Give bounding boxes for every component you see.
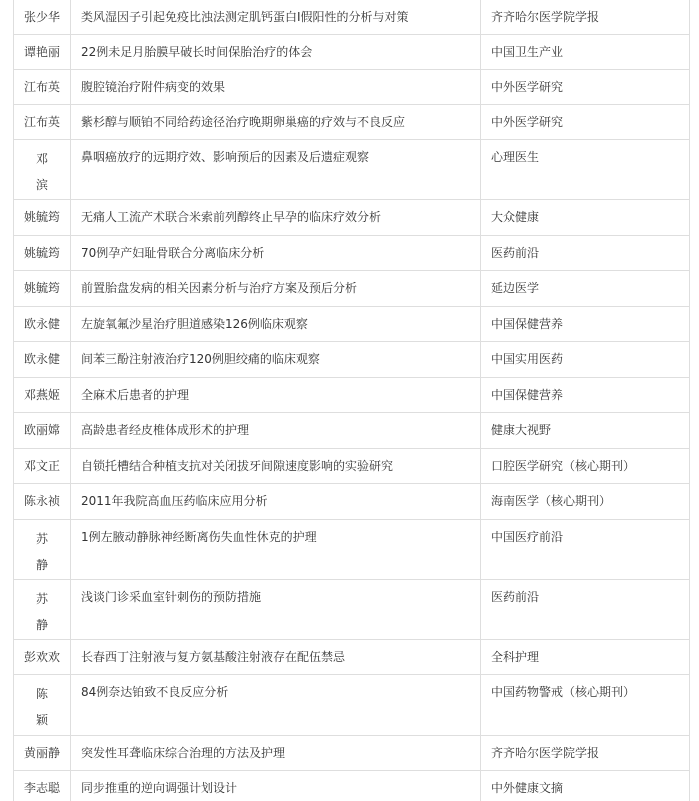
- table-row: [14, 307, 690, 342]
- table-row: [14, 520, 690, 580]
- paper-title: 2011年我院高血压药临床应用分析: [81, 494, 268, 508]
- paper-title: 同步推重的逆向调强计划设计: [81, 781, 238, 795]
- author-name: 欧丽嫦: [23, 423, 60, 437]
- paper-title: 1例左腋动静脉神经断离伤失血性休克的护理: [81, 530, 317, 544]
- journal-name: 延边医学: [491, 281, 540, 295]
- table-row: [14, 0, 690, 35]
- paper-title: 浅谈门诊采血室针刺伤的预防措施: [81, 590, 262, 604]
- journal-name: 全科护理: [491, 650, 540, 664]
- author-name: [14, 140, 70, 198]
- author-name-char: 滨: [35, 178, 48, 192]
- author-name: 邓燕姬: [23, 388, 60, 402]
- paper-title: 间苯三酚注射液治疗120例胆绞痛的临床观察: [81, 352, 320, 366]
- table-row: [14, 236, 690, 271]
- table-row: [14, 140, 690, 200]
- paper-title: 紫杉醇与顺铂不同给药途径治疗晚期卵巢癌的疗效与不良反应: [81, 115, 406, 129]
- author-name-char: 静: [35, 558, 48, 572]
- journal-name: 中国保健营养: [491, 388, 564, 402]
- table-row: [14, 736, 690, 771]
- table-row: [14, 640, 690, 675]
- journal-name: 医药前沿: [491, 590, 540, 604]
- paper-title: 全麻术后患者的护理: [81, 388, 190, 402]
- author-name: 欧永健: [23, 352, 60, 366]
- publication-table: [13, 0, 690, 801]
- journal-name: 中国保健营养: [491, 317, 564, 331]
- table-row: [14, 484, 690, 520]
- table-row: [14, 413, 690, 449]
- author-name: 邓文正: [23, 459, 60, 473]
- journal-name: 健康大视野: [491, 423, 552, 437]
- journal-name: 中国卫生产业: [491, 45, 564, 59]
- paper-title: 突发性耳聋临床综合治理的方法及护理: [81, 746, 286, 760]
- author-name: [14, 520, 70, 578]
- table-row: [14, 35, 690, 70]
- author-name: 李志聪: [23, 781, 60, 795]
- paper-title: 22例未足月胎膜早破长时间保胎治疗的体会: [81, 45, 313, 59]
- paper-title: 鼻咽癌放疗的远期疗效、影响预后的因素及后遗症观察: [81, 150, 370, 164]
- author-name-char: 邓: [35, 152, 48, 166]
- table-row: [14, 675, 690, 736]
- journal-name: 中外健康文摘: [491, 781, 564, 795]
- author-name-char: 静: [35, 618, 48, 632]
- journal-name: 医药前沿: [491, 246, 540, 260]
- table-row: [14, 105, 690, 140]
- journal-name: 心理医生: [491, 150, 540, 164]
- paper-title: 前置胎盘发病的相关因素分析与治疗方案及预后分析: [81, 281, 358, 295]
- author-name: [14, 675, 70, 733]
- author-name-char: 苏: [35, 532, 48, 546]
- journal-name: 齐齐哈尔医学院学报: [491, 746, 600, 760]
- author-name-char: 苏: [35, 592, 48, 606]
- journal-name: 中国医疗前沿: [491, 530, 564, 544]
- paper-title: 腹腔镜治疗附件病变的效果: [81, 80, 226, 94]
- author-name-char: 陈: [35, 687, 48, 701]
- author-name: 江布英: [23, 115, 60, 129]
- table-row: [14, 200, 690, 236]
- table-row: [14, 378, 690, 413]
- paper-title: 84例奈达铂致不良反应分析: [81, 685, 229, 699]
- author-name: 谭艳丽: [23, 45, 60, 59]
- paper-title: 自锁托槽结合种植支抗对关闭拔牙间隙速度影响的实验研究: [81, 459, 394, 473]
- author-name: 姚毓筠: [23, 246, 60, 260]
- journal-name: 大众健康: [491, 210, 540, 224]
- paper-title: 无痛人工流产术联合米索前列醇终止早孕的临床疗效分析: [81, 210, 382, 224]
- table-row: [14, 771, 690, 801]
- paper-title: 类风湿因子引起免疫比浊法测定肌钙蛋白Ⅰ假阳性的分析与对策: [81, 10, 409, 24]
- journal-name: 中外医学研究: [491, 80, 564, 94]
- paper-title: 70例孕产妇耻骨联合分离临床分析: [81, 246, 265, 260]
- table-row: [14, 271, 690, 307]
- journal-name: 中国药物警戒（核心期刊）: [491, 685, 636, 699]
- table-row: [14, 580, 690, 640]
- author-name: 欧永健: [23, 317, 60, 331]
- journal-name: 口腔医学研究（核心期刊）: [491, 459, 636, 473]
- table-row: [14, 70, 690, 105]
- paper-title: 长春西丁注射液与复方氨基酸注射液存在配伍禁忌: [81, 650, 346, 664]
- author-name: 张少华: [23, 10, 60, 24]
- author-name: 彭欢欢: [23, 650, 60, 664]
- author-name: 姚毓筠: [23, 210, 60, 224]
- journal-name: 海南医学（核心期刊）: [491, 494, 612, 508]
- author-name: 江布英: [23, 80, 60, 94]
- journal-name: 中外医学研究: [491, 115, 564, 129]
- author-name: 姚毓筠: [23, 281, 60, 295]
- table-row: [14, 449, 690, 484]
- author-name: [14, 580, 70, 638]
- author-name: 黄丽静: [23, 746, 60, 760]
- paper-title: 高龄患者经皮椎体成形术的护理: [81, 423, 250, 437]
- author-name-char: 颖: [35, 713, 48, 727]
- journal-name: 齐齐哈尔医学院学报: [491, 10, 600, 24]
- paper-title: 左旋氧氟沙星治疗胆道感染126例临床观察: [81, 317, 308, 331]
- author-name: 陈永祯: [23, 494, 60, 508]
- journal-name: 中国实用医药: [491, 352, 564, 366]
- table-row: [14, 342, 690, 378]
